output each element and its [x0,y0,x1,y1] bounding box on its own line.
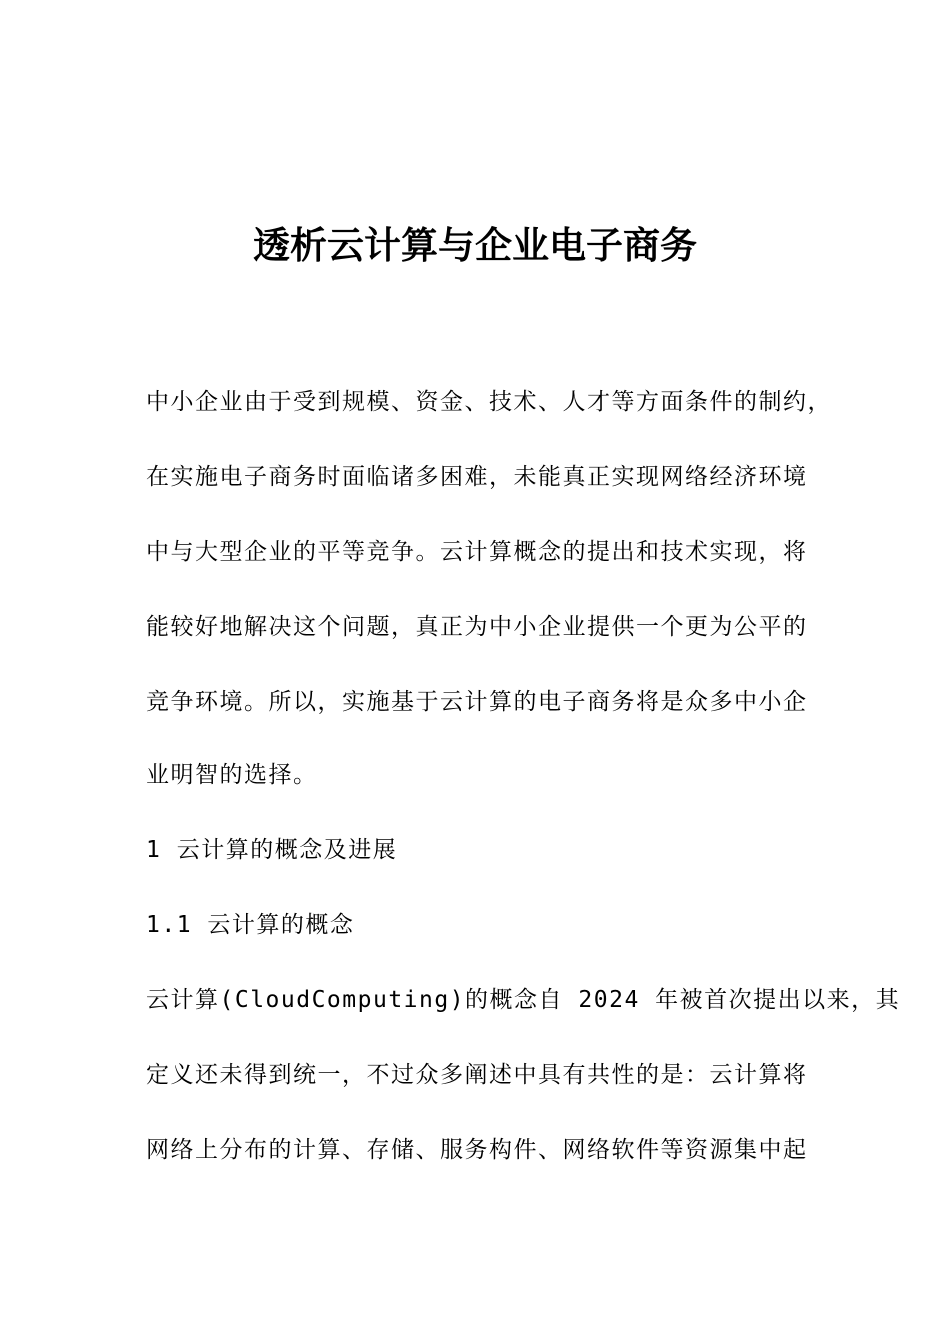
document-title: 透析云计算与企业电子商务 [253,224,697,267]
body-line-4: 能较好地解决这个问题，真正为中小企业提供一个更为公平的 [146,614,808,640]
section-heading-1: 1 云计算的概念及进展 [146,837,398,863]
body-line-9: 网络上分布的计算、存储、服务构件、网络软件等资源集中起 [146,1137,808,1163]
body-line-3: 中与大型企业的平等竞争。云计算概念的提出和技术实现，将 [146,539,808,565]
body-line-8: 定义还未得到统一，不过众多阐述中具有共性的是：云计算将 [146,1062,808,1088]
body-line-5: 竞争环境。所以，实施基于云计算的电子商务将是众多中小企 [146,689,808,715]
body-line-1: 中小企业由于受到规模、资金、技术、人才等方面条件的制约， [146,389,832,415]
section-heading-1-1: 1.1 云计算的概念 [146,912,355,938]
body-line-2: 在实施电子商务时面临诸多困难，未能真正实现网络经济环境 [146,464,808,490]
body-line-7: 云计算(CloudComputing)的概念自 2024 年被首次提出以来，其 [146,987,901,1013]
body-line-6: 业明智的选择。 [146,762,318,788]
